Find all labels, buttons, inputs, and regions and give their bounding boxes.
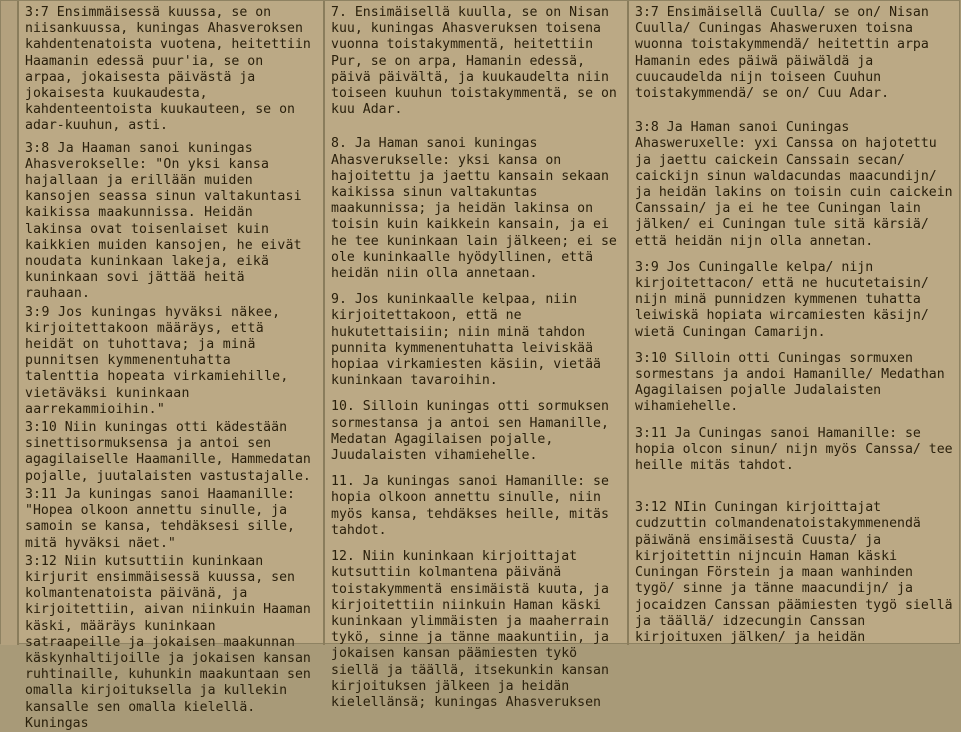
verse-10: 10. Silloin kuningas otti sormuksen sormestansa ja antoi sen Hamanille, Medatan Agagilaisen pojalle, Juudalaisten vihamiehelle. [331,399,609,464]
verse-3-10-old: 3:10 Silloin otti Cuningas sormuxen sormestans ja andoi Hamanille/ Medathan Agagilaisen pojalle Judalaisten wihamiehelle. [635,350,945,415]
verse-3-10: 3:10 Niin kuningas otti kädestään sinettisormuksensa ja antoi sen agagilaiselle Haamanille, Hammedatan pojalle, juutalaisten vastustajalle. [25,420,311,484]
verse-11: 11. Ja kuningas sanoi Hamanille: se hopia olkoon annettu sinulle, niin myös kansa, tehdäkses heille, mitäs tahdot. [331,474,609,538]
left-gutter [1,1,18,645]
verse-3-11: 3:11 Ja kuningas sanoi Haamanille: "Hopea olkoon annettu sinulle, ja samoin se kansa, tehdäksesi sille, mitä hyväksi näet." [25,486,295,551]
verse-3-7: 3:7 Ensimmäisessä kuussa, se on niisankuussa, kuningas Ahasveroksen kahdentenatoista vuotena, heitettiin Haamanin edessä puur'ia, se on arpaa, jokaisesta päivästä ja jokaisesta kuukaudesta, kahdenteentoista kuukauteen, se on adar-kuuhun, asti. [25,5,311,134]
verse-3-9-old: 3:9 Jos Cuningalle kelpa/ nijn kirjoitettacon/ että ne hucutetaisin/ nijn minä punnidzen kymmenen tuhatta leiwiskä hopiata wircamiesten käsijn/ wietä Cuningan Camarijn. [635,259,929,340]
verse-7: 7. Ensimäisellä kuulla, se on Nisan kuu, kuningas Ahasveruksen toisena vuonna toistakymmentä, heitettiin Pur, se on arpa, Hamanin edessä, päivä päivältä, ja kuukaudelta niin toiseen kuuhun toistakymmentä, se on kuu Adar. [331,5,617,118]
verse-3-9: 3:9 Jos kuningas hyväksi näkee, kirjoitettakoon määräys, että heidät on tuhottava; ja minä punnitsen kymmenentuhatta talenttia hopeata virkamiehille, vietäväksi kuninkaan aarrekammioihin." [25,304,289,417]
verse-3-12-old: 3:12 NIin Cuningan kirjoittajat cudzuttin colmandenatoistakymmenendä päiwänä ensimäisestä Cuusta/ ja kirjoitettin nijncuin Haman käski Cuningan Förstein ja maan wanhinden tygö/ sinne ja tänne maacundijn/ ja jocaidzen Canssan päämiesten tygö siellä ja täällä/ idzecungin Canssan kirjoituxen jälken/ ja heidän [635,500,953,645]
column-finnish-1642 [627,1,961,645]
verse-9: 9. Jos kuninkaalle kelpaa, niin kirjoitettakoon, että ne hukutettaisiin; niin minä tahdon punnita kymmenentuhatta leiviskää hopiaa virkamiesten käsiin, vietää kuninkaan tavaroihin. [331,292,601,389]
column-finnish-1776 [323,1,625,710]
verse-3-8: 3:8 Ja Haaman sanoi kuningas Ahasverokselle: "On yksi kansa hajallaan ja erillään muiden kansojen seassa sinun valtakuntasi kaikissa maakunnissa. Heidän lakinsa ovat toisenlaiset kuin kaikkien muiden kansojen, he eivät noudata kuninkaan lakeja, eikä kuninkaan sovi jättää heitä rauhaan. [25,140,302,302]
verse-8: 8. Ja Haman sanoi kuningas Ahasverukselle: yksi kansa on hajoitettu ja jaettu kansain sekaan kaikissa sinun valtakuntas maakunnissa; ja heidän lakinsa on toisin kuin kaikkein kansain, ja ei he tee kuninkaan lain jälkeen; ei se ole kuninkaalle hyödyllinen, että heidän niin olla annetaan. [331,136,617,282]
verse-3-8-old: 3:8 Ja Haman sanoi Cuningas Ahasweruxelle: yxi Canssa on hajotettu ja jaettu caickein Canssain secan/ caickijn sinun waldacundas maacundijn/ ja heidän lakins on toisin cuin caickein Canssain/ ja ei he tee Cuningan lain jälken/ ei Cuningan tule sitä kärsiä/ että heidän nijn olla annetan. [635,120,953,249]
verse-3-12: 3:12 Niin kutsuttiin kuninkaan kirjurit ensimmäisessä kuussa, sen kolmantenatoista päivänä, ja kirjoitettiin, aivan niinkuin Haaman käski, määräys kuninkaan satraapeille ja jokaisen maakunnan käskynhaltijoille ja jokaisen kansan ruhtinaille, kuhunkin maakuntaan sen omalla kirjoituksella ja kullekin kansalle sen omalla kielellä. Kuningas [25,553,311,731]
verse-3-11-old: 3:11 Ja Cuningas sanoi Hamanille: se hopia olcon sinun/ nijn myös Canssa/ tee heille mitäs tahdot. [635,425,953,474]
column-finnish-1992 [17,1,317,731]
verse-12: 12. Niin kuninkaan kirjoittajat kutsuttiin kolmantena päivänä toistakymmentä ensimäistä kuuta, ja kirjoitettiin niinkuin Haman käski kuninkaan ylimmäisten ja maaherrain tykö, sinne ja tänne maakuntiin, ja jokaisen kansan päämiesten tykö siellä ja täällä, itsekunkin kansan kirjoituksen jälkeen ja heidän kielellänsä; kuningas Ahasveruksen [331,549,609,710]
verse-3-7-old: 3:7 Ensimäisellä Cuulla/ se on/ Nisan Cuulla/ Cuningas Ahasweruxen toisna wuonna toistakymmendä/ heitettin arpa Hamanin edes päiwä päiwäldä ja cuucaudelda nijn toiseen Cuuhun toistakymmendä/ se on/ Cuu Adar. [635,5,929,102]
